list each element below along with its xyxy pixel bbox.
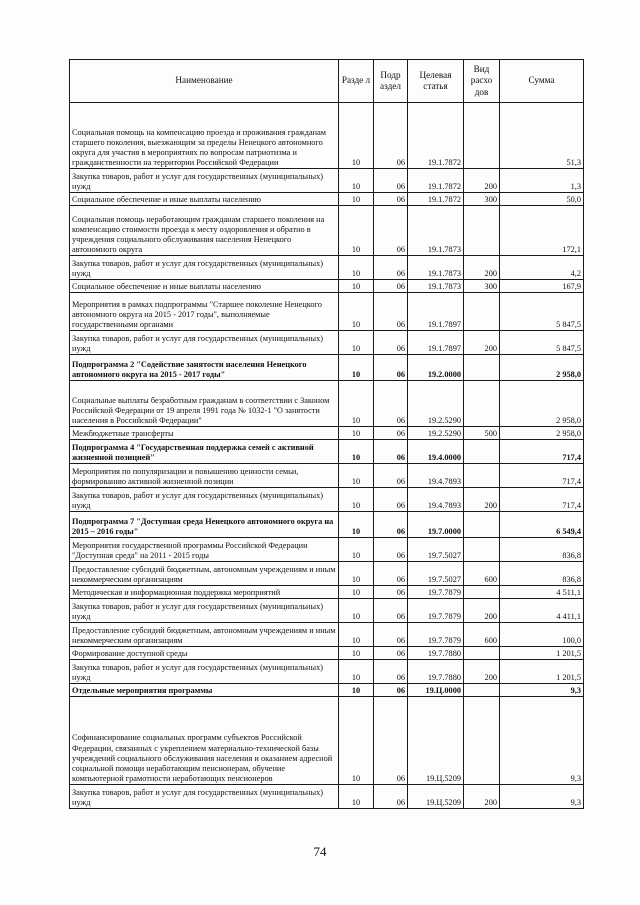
row-section: 10 bbox=[339, 256, 374, 280]
row-target: 19.Ц.5209 bbox=[408, 785, 464, 809]
row-target: 19.4.7893 bbox=[408, 488, 464, 512]
table-row bbox=[70, 464, 584, 488]
row-sum: 51,3 bbox=[500, 103, 584, 169]
row-name: Закупка товаров, работ и услуг для государственных (муниципальных) нужд bbox=[70, 256, 339, 280]
column-header-target: Целевая статья bbox=[408, 60, 464, 103]
row-type bbox=[464, 355, 500, 381]
row-target: 19.Ц.0000 bbox=[408, 684, 464, 697]
row-section: 10 bbox=[339, 440, 374, 464]
row-target: 19.7.0000 bbox=[408, 512, 464, 538]
row-subsection: 06 bbox=[374, 512, 408, 538]
table-row bbox=[70, 538, 584, 562]
row-type bbox=[464, 647, 500, 660]
row-target: 19.7.7879 bbox=[408, 586, 464, 599]
row-type: 200 bbox=[464, 599, 500, 623]
row-name: Социальное обеспечение и иные выплаты населению bbox=[70, 193, 339, 206]
column-header-sum: Сумма bbox=[500, 60, 584, 103]
row-sum: 717,4 bbox=[500, 464, 584, 488]
row-target: 19.Ц.5209 bbox=[408, 697, 464, 785]
row-name: Социальная помощь на компенсацию проезда и проживания гражданам старшего поколения, выезжающим за пределы Ненецкого автономного округа для участия в мероприятиях по вопросам патриотизма и гражданственности на территории Российской Федерации bbox=[70, 103, 339, 169]
row-subsection: 06 bbox=[374, 440, 408, 464]
row-target: 19.7.7880 bbox=[408, 647, 464, 660]
row-subsection: 06 bbox=[374, 562, 408, 586]
table-row bbox=[70, 169, 584, 193]
row-type: 500 bbox=[464, 427, 500, 440]
table-row bbox=[70, 599, 584, 623]
row-type bbox=[464, 512, 500, 538]
row-type: 600 bbox=[464, 562, 500, 586]
table-header bbox=[70, 60, 584, 103]
row-subsection: 06 bbox=[374, 697, 408, 785]
row-subsection: 06 bbox=[374, 280, 408, 293]
row-subsection: 06 bbox=[374, 488, 408, 512]
row-type: 200 bbox=[464, 169, 500, 193]
table-row bbox=[70, 293, 584, 331]
table-row bbox=[70, 562, 584, 586]
row-subsection: 06 bbox=[374, 427, 408, 440]
row-target: 19.1.7872 bbox=[408, 103, 464, 169]
row-section: 10 bbox=[339, 193, 374, 206]
table-row bbox=[70, 256, 584, 280]
table-row bbox=[70, 193, 584, 206]
column-header-section: Разде л bbox=[339, 60, 374, 103]
row-sum: 100,0 bbox=[500, 623, 584, 647]
row-type bbox=[464, 586, 500, 599]
row-section: 10 bbox=[339, 464, 374, 488]
row-name: Подпрограмма 4 "Государственная поддержка семей с активной жизненной позицией" bbox=[70, 440, 339, 464]
table-row bbox=[70, 488, 584, 512]
row-sum: 5 847,5 bbox=[500, 331, 584, 355]
table-body bbox=[70, 103, 584, 809]
budget-table bbox=[69, 59, 584, 809]
row-subsection: 06 bbox=[374, 623, 408, 647]
row-sum: 9,3 bbox=[500, 785, 584, 809]
row-subsection: 06 bbox=[374, 293, 408, 331]
table-row bbox=[70, 355, 584, 381]
table-row bbox=[70, 206, 584, 256]
row-sum: 50,0 bbox=[500, 193, 584, 206]
row-section: 10 bbox=[339, 427, 374, 440]
table-row bbox=[70, 697, 584, 785]
row-target: 19.1.7873 bbox=[408, 280, 464, 293]
row-subsection: 06 bbox=[374, 647, 408, 660]
row-section: 10 bbox=[339, 103, 374, 169]
row-section: 10 bbox=[339, 697, 374, 785]
table-row bbox=[70, 280, 584, 293]
column-header-subsection: Подр аздел bbox=[374, 60, 408, 103]
table-row bbox=[70, 331, 584, 355]
row-target: 19.7.7880 bbox=[408, 660, 464, 684]
row-type bbox=[464, 464, 500, 488]
row-target: 19.4.7893 bbox=[408, 464, 464, 488]
row-section: 10 bbox=[339, 206, 374, 256]
table-row bbox=[70, 103, 584, 169]
row-section: 10 bbox=[339, 623, 374, 647]
row-type: 300 bbox=[464, 193, 500, 206]
table-row bbox=[70, 512, 584, 538]
row-subsection: 06 bbox=[374, 785, 408, 809]
row-type bbox=[464, 381, 500, 427]
row-target: 19.7.5027 bbox=[408, 562, 464, 586]
row-target: 19.7.5027 bbox=[408, 538, 464, 562]
row-subsection: 06 bbox=[374, 169, 408, 193]
row-section: 10 bbox=[339, 647, 374, 660]
row-target: 19.2.0000 bbox=[408, 355, 464, 381]
row-sum: 4,2 bbox=[500, 256, 584, 280]
row-name: Мероприятия по популяризации и повышению ценности семьи, формированию активной жизненной позиции bbox=[70, 464, 339, 488]
row-sum: 172,1 bbox=[500, 206, 584, 256]
column-header-name: Наименование bbox=[70, 60, 339, 103]
row-name: Закупка товаров, работ и услуг для государственных (муниципальных) нужд bbox=[70, 331, 339, 355]
table-row bbox=[70, 785, 584, 809]
row-sum: 2 958,0 bbox=[500, 427, 584, 440]
row-name: Отдельные мероприятия программы bbox=[70, 684, 339, 697]
row-name: Мероприятия государственной программы Российской Федерации "Доступная среда" на 2011 - 2015 годы bbox=[70, 538, 339, 562]
row-section: 10 bbox=[339, 280, 374, 293]
row-target: 19.1.7873 bbox=[408, 206, 464, 256]
row-sum: 2 958,0 bbox=[500, 381, 584, 427]
row-target: 19.7.7879 bbox=[408, 623, 464, 647]
row-type bbox=[464, 538, 500, 562]
row-sum: 167,9 bbox=[500, 280, 584, 293]
row-type: 200 bbox=[464, 331, 500, 355]
row-section: 10 bbox=[339, 684, 374, 697]
row-subsection: 06 bbox=[374, 538, 408, 562]
row-type: 300 bbox=[464, 280, 500, 293]
row-target: 19.1.7872 bbox=[408, 193, 464, 206]
row-sum: 6 549,4 bbox=[500, 512, 584, 538]
row-name: Закупка товаров, работ и услуг для государственных (муниципальных) нужд bbox=[70, 785, 339, 809]
row-sum: 5 847,5 bbox=[500, 293, 584, 331]
row-sum: 4 511,1 bbox=[500, 586, 584, 599]
row-type bbox=[464, 103, 500, 169]
row-name: Предоставление субсидий бюджетным, автономным учреждениям и иным некоммерческим организациям bbox=[70, 623, 339, 647]
row-target: 19.7.7879 bbox=[408, 599, 464, 623]
row-subsection: 06 bbox=[374, 381, 408, 427]
row-name: Методическая и информационная поддержка мероприятий bbox=[70, 586, 339, 599]
row-sum: 9,3 bbox=[500, 697, 584, 785]
table-row bbox=[70, 427, 584, 440]
row-section: 10 bbox=[339, 538, 374, 562]
row-target: 19.1.7872 bbox=[408, 169, 464, 193]
row-name: Закупка товаров, работ и услуг для государственных (муниципальных) нужд bbox=[70, 599, 339, 623]
row-section: 10 bbox=[339, 599, 374, 623]
row-type: 200 bbox=[464, 488, 500, 512]
row-type bbox=[464, 293, 500, 331]
row-sum: 1 201,5 bbox=[500, 647, 584, 660]
row-section: 10 bbox=[339, 169, 374, 193]
row-name: Софинансирование социальных программ субъектов Российской Федерации, связанных с укреплением материально-технической базы учреждений социального обслуживания населения и оказанием адресной социальной помощи неработающим пенсионерам, обучение компьютерной грамотности неработающих пенсионеров bbox=[70, 697, 339, 785]
table-row bbox=[70, 440, 584, 464]
row-sum: 836,8 bbox=[500, 562, 584, 586]
row-target: 19.2.5290 bbox=[408, 427, 464, 440]
row-sum: 4 411,1 bbox=[500, 599, 584, 623]
row-subsection: 06 bbox=[374, 206, 408, 256]
table-row bbox=[70, 623, 584, 647]
row-name: Социальные выплаты безработным гражданам в соответствии с Законом Российской Федерации от 19 апреля 1991 года № 1032-1 "О занятости населения в Российской Федерации" bbox=[70, 381, 339, 427]
row-section: 10 bbox=[339, 586, 374, 599]
row-type bbox=[464, 684, 500, 697]
row-target: 19.2.5290 bbox=[408, 381, 464, 427]
row-section: 10 bbox=[339, 785, 374, 809]
row-name: Подпрограмма 7 "Доступная среда Ненецкого автономного округа на 2015 – 2016 годы" bbox=[70, 512, 339, 538]
row-type bbox=[464, 697, 500, 785]
row-sum: 836,8 bbox=[500, 538, 584, 562]
row-section: 10 bbox=[339, 488, 374, 512]
table-row bbox=[70, 586, 584, 599]
table-row bbox=[70, 660, 584, 684]
row-name: Межбюджетные трансферты bbox=[70, 427, 339, 440]
row-subsection: 06 bbox=[374, 193, 408, 206]
row-subsection: 06 bbox=[374, 684, 408, 697]
row-sum: 2 958,0 bbox=[500, 355, 584, 381]
row-subsection: 06 bbox=[374, 599, 408, 623]
row-target: 19.1.7897 bbox=[408, 293, 464, 331]
row-name: Предоставление субсидий бюджетным, автономным учреждениям и иным некоммерческим организациям bbox=[70, 562, 339, 586]
row-subsection: 06 bbox=[374, 256, 408, 280]
row-name: Закупка товаров, работ и услуг для государственных (муниципальных) нужд bbox=[70, 488, 339, 512]
row-target: 19.1.7897 bbox=[408, 331, 464, 355]
row-subsection: 06 bbox=[374, 331, 408, 355]
row-section: 10 bbox=[339, 512, 374, 538]
row-subsection: 06 bbox=[374, 355, 408, 381]
page-number: 74 bbox=[313, 844, 327, 859]
row-name: Закупка товаров, работ и услуг для государственных (муниципальных) нужд bbox=[70, 660, 339, 684]
row-type: 200 bbox=[464, 785, 500, 809]
column-header-type: Вид расхо дов bbox=[464, 60, 500, 103]
row-section: 10 bbox=[339, 562, 374, 586]
row-type: 200 bbox=[464, 256, 500, 280]
row-section: 10 bbox=[339, 293, 374, 331]
row-section: 10 bbox=[339, 355, 374, 381]
row-target: 19.4.0000 bbox=[408, 440, 464, 464]
row-subsection: 06 bbox=[374, 660, 408, 684]
row-type bbox=[464, 206, 500, 256]
row-section: 10 bbox=[339, 660, 374, 684]
row-name: Формирование доступной среды bbox=[70, 647, 339, 660]
row-subsection: 06 bbox=[374, 586, 408, 599]
table-row bbox=[70, 381, 584, 427]
row-target: 19.1.7873 bbox=[408, 256, 464, 280]
row-type: 600 bbox=[464, 623, 500, 647]
row-subsection: 06 bbox=[374, 464, 408, 488]
table-row bbox=[70, 684, 584, 697]
row-sum: 1 201,5 bbox=[500, 660, 584, 684]
row-name: Закупка товаров, работ и услуг для государственных (муниципальных) нужд bbox=[70, 169, 339, 193]
row-type: 200 bbox=[464, 660, 500, 684]
row-sum: 9,3 bbox=[500, 684, 584, 697]
row-subsection: 06 bbox=[374, 103, 408, 169]
row-type bbox=[464, 440, 500, 464]
row-section: 10 bbox=[339, 331, 374, 355]
row-section: 10 bbox=[339, 381, 374, 427]
table-row bbox=[70, 647, 584, 660]
row-sum: 717,4 bbox=[500, 440, 584, 464]
row-sum: 717,4 bbox=[500, 488, 584, 512]
row-name: Социальная помощь неработающим гражданам старшего поколения на компенсацию стоимости проезда к месту оздоровления и обратно в учреждения социального обслуживания населения Ненецкого автономного округа bbox=[70, 206, 339, 256]
row-name: Мероприятия в рамках подпрограммы "Старшее поколение Ненецкого автономного округа на 2015 - 2017 годы", выполняемые государственными органами bbox=[70, 293, 339, 331]
row-name: Подпрограмма 2 "Содействие занятости населения Ненецкого автономного округа на 2015 - 2017 годы" bbox=[70, 355, 339, 381]
row-sum: 1,3 bbox=[500, 169, 584, 193]
row-name: Социальное обеспечение и иные выплаты населению bbox=[70, 280, 339, 293]
